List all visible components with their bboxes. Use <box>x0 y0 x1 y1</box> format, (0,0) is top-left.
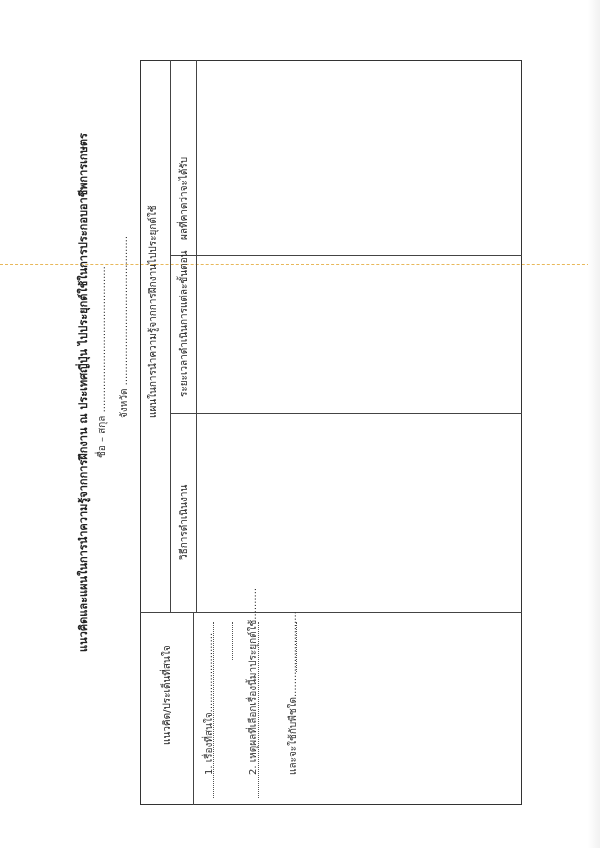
answer-line-1b[interactable] <box>232 622 233 660</box>
column-separator-1 <box>170 255 522 256</box>
answer-line-2[interactable] <box>258 622 259 798</box>
column-separator-2 <box>170 413 522 414</box>
item-reason: 2. เหตุผลที่เลือกเรื่องนี้มาประยุกต์ใช้.......... <box>248 587 259 775</box>
province-value[interactable]: ............................................... <box>119 235 130 386</box>
answer-line-3[interactable] <box>296 622 297 672</box>
province-row <box>117 236 132 418</box>
answer-line-1[interactable] <box>213 622 214 798</box>
left-header: แนวคิด/ประเด็นที่สนใจ <box>162 645 173 745</box>
name-label: ชื่อ – สกุล <box>97 415 108 458</box>
item-crop: และจะใช้กับพืชใด........................... <box>288 611 299 775</box>
group-header: แผนในการนำความรู้จากการฝึกงานไปประยุกต์ใช้ <box>148 205 159 418</box>
name-value[interactable]: .............................................. <box>97 266 108 413</box>
document-title: แนวคิดและแผนในการนำความรู้จากการฝึกงาน ณ ประเทศญี่ปุ่น ไปประยุกต์ใช้ในการประกอบอาชีพการเกษตร <box>77 133 90 652</box>
left-header-divider <box>193 612 194 805</box>
item-interest-topic: 1. เรื่องที่สนใจ......................... <box>204 632 215 775</box>
column-header-divider <box>196 60 197 612</box>
table-section-divider <box>140 612 522 613</box>
column-header-expected-result: ผลที่คาดว่าจะได้รับ <box>179 156 190 240</box>
page-edge-shadow <box>588 0 600 848</box>
province-label: จังหวัด <box>119 388 130 418</box>
plan-table <box>140 60 522 805</box>
column-header-method: วิธีการดำเนินงาน <box>179 484 190 560</box>
column-header-duration: ระยะเวลาดำเนินการแต่ละขั้นตอน <box>179 250 190 397</box>
name-row <box>95 266 110 458</box>
group-header-divider <box>170 60 171 612</box>
